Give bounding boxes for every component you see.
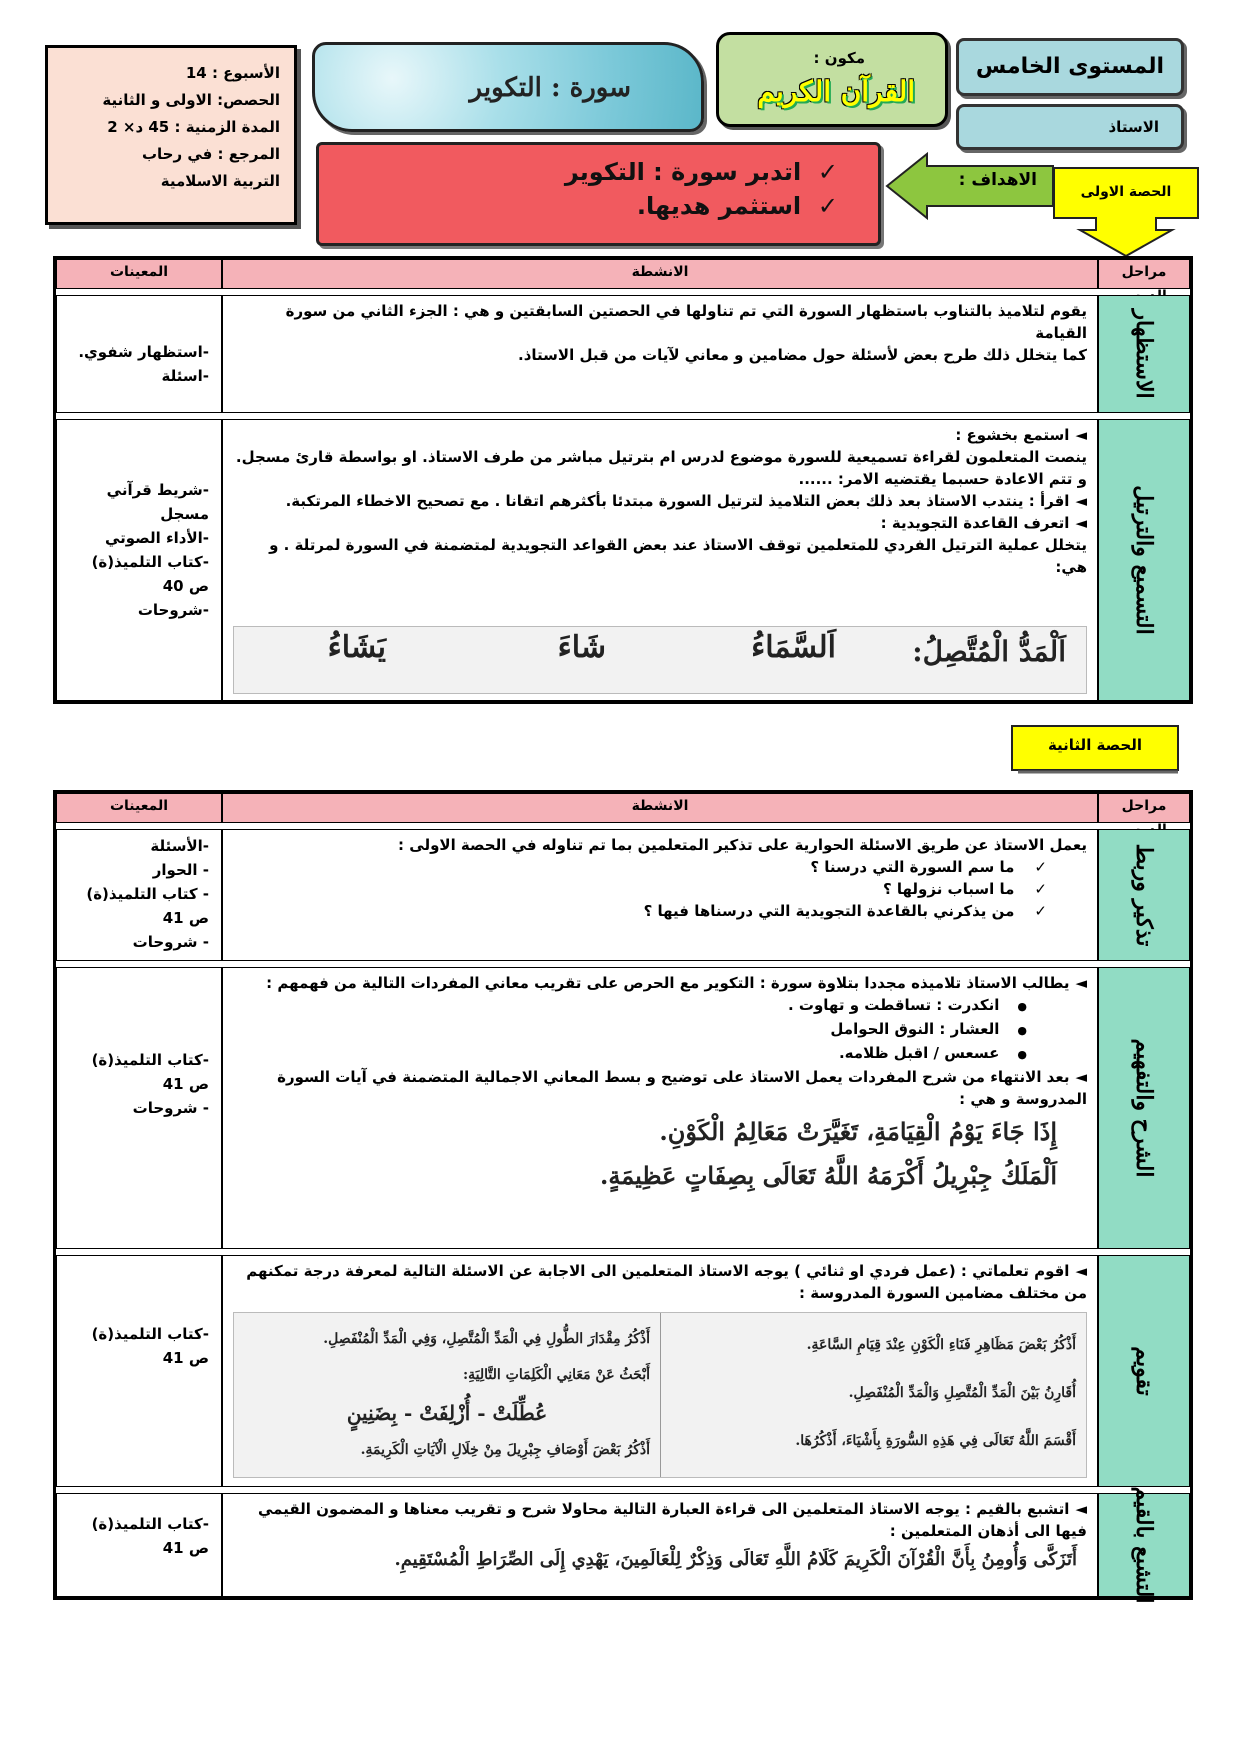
reference-line: المرجع : في رحاب (141, 145, 280, 163)
session2-callout (1010, 724, 1180, 776)
goals-box (316, 142, 881, 246)
header-activities: الانشطة (222, 259, 1098, 289)
component-box (716, 32, 948, 127)
goal-item: ✓ استثمر هديها. (636, 192, 838, 220)
list-item: ● عسعس / اقبل ظلامه. (233, 1042, 1027, 1066)
week-line: الأسبوع : 14 (185, 64, 280, 82)
list-item: ● انكدرت : تساقطت و تهاوت . (233, 994, 1027, 1018)
header-stages: مراحل (1098, 793, 1190, 823)
table-row (56, 967, 1190, 1249)
value-statement: أَتَزَكَّى وَأُومِنُ بِأَنَّ الْقُرْآنَ الْكَرِيمَ كَلَامُ اللَّهِ تَعَالَى وَذِكْرٌ لِلْعَالَمِينَ، يَهْدِي إِلَى الصِّرَاطِ الْمُسْتَقِيمِ. (394, 1549, 1077, 1570)
stage-cell (1098, 295, 1190, 413)
reference-line-2: التربية الاسلامية (160, 172, 280, 190)
tajweed-rule: اَلْمَدُّ الْمُتَّصِلُ: (912, 635, 1066, 668)
sessions-line: الحصص: الاولى و الثانية (102, 91, 280, 109)
component-title: القرآن الكريم (757, 75, 915, 108)
teacher-box: الاستاذ (956, 104, 1184, 150)
header-resources: المعينات (56, 793, 222, 823)
table-row (56, 1255, 1190, 1487)
stage-cell (1098, 967, 1190, 1249)
callout-arrow-down-icon (1052, 166, 1200, 258)
list-item: ✓ من يذكرني بالقاعدة التجويدية التي درسناها فيها ؟ (233, 900, 1047, 922)
resources-cell: -استظهار شفوي. -اسئلة (56, 295, 222, 413)
list-item: ✓ ما سم السورة التي درسنا ؟ (233, 856, 1047, 878)
activities-cell: يعمل الاستاذ عن طريق الاسئلة الحوارية على تذكير المتعلمين بما تم تناوله في الحصة الاولى : ✓ ما سم السورة التي درسنا ؟ ✓ ما اسباب نزولها ؟ ✓ من يذكرني بالقاعدة التجويدية التي درسناها فيها ؟ (222, 829, 1098, 961)
stage-label: التشبع بالقيم (1131, 1486, 1157, 1604)
activities-cell: يقوم لتلاميذ بالتناوب باستظهار السورة التي تم تناولها في الحصتين السابقتين و هي : الجزء الثاني من سورة القيامة كما يتخلل ذلك طرح بعض لأسئلة حول مضامين و معاني لآيات من قبل الاستاذ. (222, 295, 1098, 413)
table-row (56, 1486, 1190, 1604)
meaning-line: إِذَا جَاءَ يَوْمُ الْقِيَامَةِ، تَغَيَّرَتْ مَعَالِمُ الْكَوْنِ. (659, 1117, 1057, 1146)
stage-label: تقويم (1131, 1346, 1157, 1396)
session2-label: الحصة الثانية (1047, 736, 1143, 754)
list-item: ✓ ما اسباب نزولها ؟ (233, 878, 1047, 900)
check-icon: ✓ (801, 158, 838, 186)
stage-label: الاستظهار (1131, 309, 1157, 399)
evaluation-questions-image (233, 1312, 1087, 1478)
stage-cell (1098, 1486, 1190, 1604)
stage-label: الشرح والتفهيم (1131, 1038, 1157, 1178)
resources-cell: -كتاب التلميذ(ة) ص 41 (56, 1255, 222, 1487)
table-header-row (56, 793, 1190, 823)
session1-table (53, 256, 1193, 704)
surah-title: سورة : التكوير (469, 73, 631, 103)
list-item: ● العشار : النوق الحوامل (233, 1018, 1027, 1042)
lesson-info-box (45, 45, 297, 225)
surah-banner (312, 42, 704, 132)
session1-callout (1052, 166, 1200, 258)
table-row (56, 295, 1190, 413)
stage-label: التسميع والترتيل (1131, 485, 1157, 635)
table-row (56, 419, 1190, 701)
activities-cell: ◄ اتشبع بالقيم : يوجه الاستاذ المتعلمين الى قراءة العبارة التالية محاولا شرح و تقريب معناها و المضمون القيمي فيها الى أذهان المتعلمين : أَتَزَكَّى وَأُومِنُ بِأَنَّ الْقُرْآنَ الْكَرِيمَ كَلَامُ اللَّهِ تَعَالَى وَذِكْرٌ لِلْعَالَمِينَ، يَهْدِي إِلَى الصِّرَاطِ الْمُسْتَقِيمِ. (222, 1493, 1098, 1597)
tajweed-word: يَشَاءُ (327, 630, 386, 665)
questions-left-column: أَذْكُرُ مِقْدَارَ الطُّولِ فِي الْمَدِّ الْمُتَّصِلِ، وَفِي الْمَدِّ الْمُنْفَصِلِ. أَبْحَثُ عَنْ مَعَانِي الْكَلِمَاتِ التَّالِيَةِ: عُطِّلَتْ - أُزْلِفَتْ - بِضَنِينٍ أَذْكُرُ بَعْضَ أَوْصَافِ جِبْرِيلَ مِنْ خِلَالِ الْآيَاتِ الْكَرِيمَةِ. (323, 1331, 650, 1458)
tajweed-example-image (233, 626, 1087, 694)
resources-cell: -كتاب التلميذ(ة) ص 41 (56, 1493, 222, 1597)
resources-cell: -كتاب التلميذ(ة) ص 41 - شروحات (56, 967, 222, 1249)
stage-label: تذكير وربط (1131, 843, 1157, 947)
resources-cell: -الأسئلة - الحوار - كتاب التلميذ(ة) ص 41 - شروحات (56, 829, 222, 961)
stage-cell (1098, 1255, 1190, 1487)
stage-cell (1098, 829, 1190, 961)
check-icon: ✓ (801, 192, 838, 220)
activities-cell: ◄ استمع بخشوع : ينصت المتعلمون لقراءة تسميعية للسورة موضوع لدرس ام بترتيل مباشر من طرف الاستاذ. او بواسطة قارئ مسجل. و تتم الاعادة حسبما يقتضيه الامر: ...... ◄ اقرأ : ينتدب الاستاذ بعد ذلك بعض التلاميذ لترتيل السورة مبتدئا بأكثرهم اتقانا . مع تصحيح الاخطاء المرتكبة. ◄ اتعرف القاعدة التجويدية : يتخلل عملية الترتيل الفردي للمتعلمين توقف الاستاذ عند بعض القواعد التجويدية لمتضمنة في السورة لمرتلة . و هي: اَلْمَدُّ الْمُتَّصِلُ: اَلسَّمَاءُ شَاءَ يَشَاءُ (222, 419, 1098, 701)
table-row (56, 829, 1190, 961)
level-box: المستوى الخامس (956, 38, 1184, 96)
header-resources: المعينات (56, 259, 222, 289)
questions-right-column: أَذْكُرُ بَعْضَ مَظَاهِرِ فَنَاءِ الْكَوْنِ عِنْدَ قِيَامِ السَّاعَةِ. أُقَارِنُ بَيْنَ الْمَدِّ الْمُتَّصِلِ وَالْمَدِّ الْمُنْفَصِلِ. أَقْسَمَ اللَّهُ تَعَالَى فِي هَذِهِ السُّورَةِ بِأَشْيَاءَ، أَذْكُرُهَا. (660, 1313, 1086, 1477)
session1-label: الحصة الاولى (1080, 184, 1172, 200)
goal-item: ✓ اتدبر سورة : التكوير (564, 158, 838, 186)
goals-arrow (885, 150, 1057, 222)
meanings-image (233, 1110, 1087, 1198)
activities-cell: ◄ يطالب الاستاذ تلاميذه مجددا بتلاوة سورة : التكوير مع الحرص على تقريب معاني المفردات التالية من فهمهم : ● انكدرت : تساقطت و تهاوت . ● العشار : النوق الحوامل ● عسعس / اقبل ظلامه. ◄ بعد الانتهاء من شرح المفردات يعمل الاستاذ على توضيح و بسط المعاني الاجمالية المتضمنة في آيات السورة المدروسة و هي : إِذَا جَاءَ يَوْمُ الْقِيَامَةِ، تَغَيَّرَتْ مَعَالِمُ الْكَوْنِ. اَلْمَلَكُ جِبْرِيلُ أَكْرَمَهُ اللَّهُ تَعَالَى بِصِفَاتٍ عَظِيمَةٍ. (222, 967, 1098, 1249)
stage-cell (1098, 419, 1190, 701)
meaning-line: اَلْمَلَكُ جِبْرِيلُ أَكْرَمَهُ اللَّهُ تَعَالَى بِصِفَاتٍ عَظِيمَةٍ. (600, 1161, 1057, 1190)
activities-cell: ◄ اقوم تعلماتي : (عمل فردي او ثنائي ) يوجه الاستاذ المتعلمين الى الاجابة عن الاسئلة التالية لمعرفة درجة تمكنهم من مختلف مضامين السورة المدروسة : أَذْكُرُ بَعْضَ مَظَاهِرِ فَنَاءِ الْكَوْنِ عِنْدَ قِيَامِ السَّاعَةِ. أُقَارِنُ بَيْنَ الْمَدِّ الْمُتَّصِلِ وَالْمَدِّ الْمُنْفَصِلِ. أَقْسَمَ اللَّهُ تَعَالَى فِي هَذِهِ السُّورَةِ بِأَشْيَاءَ، أَذْكُرُهَا. أَذْكُرُ مِقْدَارَ الطُّولِ فِي الْمَدِّ الْمُتَّصِلِ، وَفِي الْمَدِّ الْمُنْفَصِلِ. أَبْحَثُ عَنْ مَعَانِي الْكَلِمَاتِ التَّالِيَةِ: عُطِّلَتْ - أُزْلِفَتْ - بِضَنِينٍ أَذْكُرُ بَعْضَ أَوْصَافِ جِبْرِيلَ مِنْ خِلَالِ الْآيَاتِ الْكَرِيمَةِ. (222, 1255, 1098, 1487)
session2-table (53, 790, 1193, 1604)
table-header-row (56, 259, 1190, 289)
header-stages: مراحل (1098, 259, 1190, 289)
resources-cell: -شريط قرآني مسجل -الأداء الصوتي -كتاب التلميذ(ة) ص 40 -شروحات (56, 419, 222, 701)
tajweed-word: شَاءَ (557, 630, 606, 665)
header-activities: الانشطة (222, 793, 1098, 823)
component-label: مكون : (813, 49, 865, 67)
goals-label: الاهداف : (958, 170, 1037, 190)
tajweed-word: اَلسَّمَاءُ (751, 630, 836, 665)
duration-line: المدة الزمنية : 45 د× 2 (107, 118, 280, 136)
